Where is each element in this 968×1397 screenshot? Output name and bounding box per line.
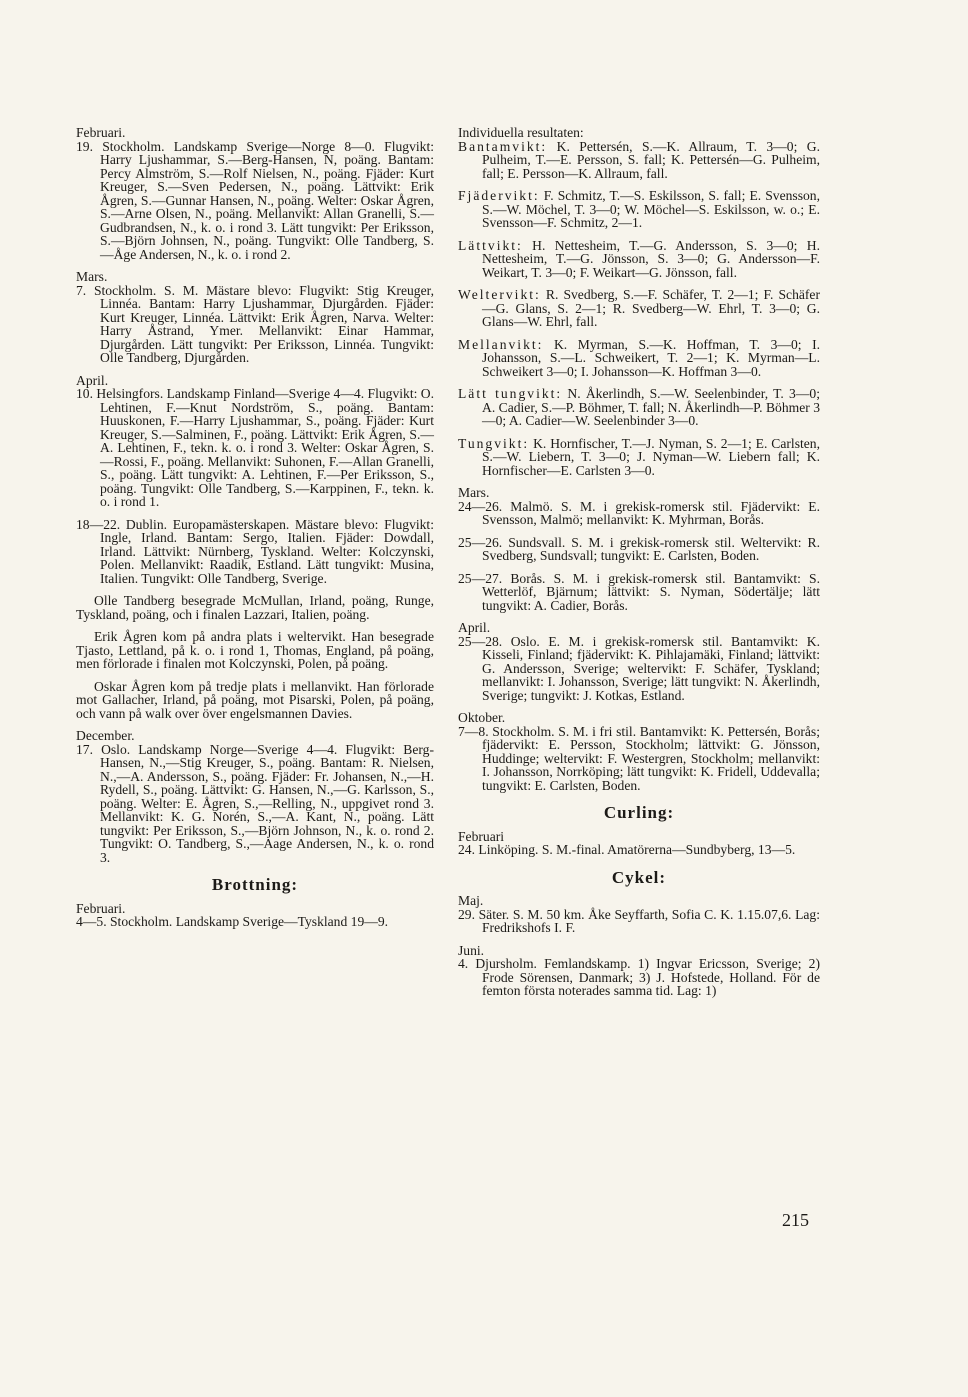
result-paragraph: Olle Tandberg besegrade McMullan, Irland, poäng, Runge, Tyskland, poäng, och i finalen Lazzari, Italien, poäng. [76, 593, 434, 622]
month-heading: December. [76, 728, 135, 743]
result-paragraph [458, 140, 820, 181]
section-title: Cykel: [611, 867, 667, 887]
result-paragraph: 19. Stockholm. Landskamp Sverige—Norge 8—0. Flugvikt: Harry Ljushammar, S.—Berg-Hansen, N, poäng. Bantam: Percy Almström, S.—Rolf Nielsen, N., poäng. Fjäder: Kurt Kreuger, S.—Sven Pedersen, N., poäng. Lättvikt: Erik Ågren, S.—Gunnar Hansen, N., poäng. Welter: Oskar Ågren, S.—Arne Olsen, N., poäng. Mellanvikt: Allan Granelli, S.—Gudbrandsen, N., k. o. i rond 3. Lätt tungvikt: Per Eriksson, S.—Björn Johnsen, N., poäng. Tungvikt: Olle Tandberg, S.—Åge Andersen, N., k. o. i rond 2. [76, 138, 434, 262]
month-heading: Juni. [458, 942, 485, 958]
result-paragraph: 10. Helsingfors. Landskamp Finland—Sverige 4—4. Flugvikt: O. Lehtinen, F.—Knut Nordström, S., poäng. Bantam: Huuskonen, F.—Harry Ljushammar, S., poäng. Fjäder: Kurt Kreuger, S.—Salminen, F., poäng. Lättvikt: Erik Ågren, S.—A. Lehtinen, F., tekn. k. o. i rond 3. Welter: Oskar Ågren, S.—Rossi, F., poäng. Mellanvikt: Suhonen, F.—Allan Granelli, S., poäng. Lätt tungvikt: A. Lehtinen, F.—Per Eriksson, S., poäng. Tungvikt: Olle Tandberg, S.—Karppinen, F., tekn. k. o. i rond 1. [76, 386, 434, 509]
month-heading: April. [458, 620, 491, 635]
weight-class-label: Fjädervikt: [458, 188, 540, 203]
result-paragraph: 18—22. Dublin. Europamästerskapen. Mästare blevo: Flugvikt: Ingle, Irland. Bantam: Sergo, Italien. Fjäder: Dowdall, Irland. Lättvikt: Nürnberg, Tyskland. Welter: Kolczynski, Polen. Mellanvikt: Raadik, Estland. Lätt tungvikt: Musina, Italien. Tungvikt: Olle Tandberg, Sverige. [76, 516, 434, 586]
page-number: 215 [782, 1210, 809, 1230]
result-paragraph: Erik Ågren kom på andra plats i weltervikt. Han besegrade Tjasto, Lettland, på k. o. i rond 1, Thomas, England, på poäng, men förlorade i finalen mot Kolczynski, Polen, på poäng. [76, 629, 434, 671]
left-column [76, 126, 434, 938]
result-text: K. Pettersén, S.—K. Allraum, T. 3—0; G. Pulheim, T.—E. Persson, S. fall; K. Pettersén—G. Pulheim, fall; E. Persson—K. Allraum, fall. [482, 138, 820, 181]
result-text: K. Myrman, S.—K. Hoffman, T. 3—0; I. Johansson, S.—L. Schweikert, T. 2—1; K. Myrman—L. Schweikert 3—0; I. Johansson—K. Hoffman 3—0. [482, 336, 820, 379]
month-heading: Februari [458, 828, 505, 844]
month-heading: Mars. [76, 269, 108, 284]
result-paragraph [458, 387, 820, 428]
result-paragraph: 4. Djursholm. Femlandskamp. 1) Ingvar Ericsson, Sverige; 2) Frode Sörensen, Danmark; 3) J. Hofstede, Holland. För de femton första noterades samma tid. Lag: 1) [458, 956, 820, 998]
result-paragraph: 29. Säter. S. M. 50 km. Åke Seyffarth, Sofia C. K. 1.15.07,6. Lag: Fredrikshofs I. F. [458, 906, 820, 935]
result-text: N. Åkerlindh, S.—W. Seelenbinder, T. 3—0; A. Cadier, S.—P. Böhmer, T. fall; N. Åkerlindh—P. Böhmer 3—0; A. Cadier—W. Seelenbinder 3—0. [482, 386, 820, 428]
month-heading: Mars. [458, 485, 490, 500]
result-paragraph [458, 239, 820, 280]
result-paragraph: 24. Linköping. S. M.-final. Amatörerna—Sundbyberg, 13—5. [458, 842, 796, 857]
result-paragraph: 7—8. Stockholm. S. M. i fri stil. Bantamvikt: K. Pettersén, Borås; fjädervikt: E. Persson, Stockholm; lättvikt: G. Jönsson, Huddinge; weltervikt: F. Westergren, Stockholm; mellanvikt: I. Johansson, Norrköping; lätt tungvikt: K. Fridell, Uddevalla; tungvikt: E. Carlsten, Boden. [458, 723, 820, 793]
result-paragraph: 25—26. Sundsvall. S. M. i grekisk-romersk stil. Weltervikt: R. Svedberg, Sundsvall; tungvikt: E. Carlsten, Boden. [458, 534, 820, 563]
result-paragraph: 25—28. Oslo. E. M. i grekisk-romersk stil. Bantamvikt: K. Kisseli, Finland; fjädervikt: K. Pihlajamäki, Finland; lättvikt: G. Andersson, Sverige; weltervikt: F. Schäfer, Tyskland; mellanvikt: I. Johansson, Sverige; lätt tungvikt: N. Åkerlindh, Sverige; tungvikt: J. Kotkas, Estland. [458, 633, 820, 703]
result-paragraph [458, 338, 820, 379]
month-heading: Oktober. [458, 710, 506, 725]
section-title: Brottning: [211, 875, 299, 894]
section-title: Curling: [603, 803, 675, 822]
result-paragraph: 7. Stockholm. S. M. Mästare blevo: Flugvikt: Stig Kreuger, Linnéa. Bantam: Harry Ljushammar, Djurgården. Fjäder: Kurt Kreuger, Linnéa. Lättvikt: Erik Ågren, Narva. Welter: Harry Åstrand, Ymer. Mellanvikt: Einar Hammar, Djurgården. Lätt tungvikt: Per Eriksson, Linnéa. Tungvikt: Olle Tandberg, Djurgården. [76, 282, 434, 365]
weight-class-label: Lättvikt: [458, 237, 523, 253]
result-paragraph: 17. Oslo. Landskamp Norge—Sverige 4—4. Flugvikt: Berg-Hansen, N.,—Stig Kreuger, S., poäng. Bantam: R. Nielsen, N.,—A. Andersson, S., poäng. Fjäder: Fr. Johansen, N.,—H. Rydell, S., poäng. Lättvikt: G. Hansen, N.,—G. Karlsson, S., poäng. Welter: E. Ågren, S.,—Relling, N., uppgivet rond 3. Mellanvikt: K. G. Norén, S.,—A. Kant, N., poäng. Lätt tungvikt: Per Eriksson, S.,—Björn Johnson, N., k. o. rond 2. Tungvikt: O. Tandberg, S.,—Aage Andersen, N., k. o. rond 3. [76, 741, 434, 865]
weight-class-label: Tungvikt: [458, 435, 530, 451]
result-paragraph: 24—26. Malmö. S. M. i grekisk-romersk stil. Fjädervikt: E. Svensson, Malmö; mellanvikt: K. Myhrman, Borås. [458, 498, 820, 527]
weight-class-label: Mellanvikt: [458, 336, 544, 352]
weight-class-label: Lätt tungvikt: [458, 386, 563, 401]
month-heading: Februari. [76, 125, 126, 140]
result-text: F. Schmitz, T.—S. Eskilsson, S. fall; E. Svensson, S.—W. Möchel, T. 3—0; W. Möchel—S. Eskilsson, w. o.; E. Svensson—F. Schmitz, 2—1. [482, 188, 820, 230]
result-paragraph [458, 288, 820, 329]
right-column [458, 126, 820, 1007]
result-paragraph: 25—27. Borås. S. M. i grekisk-romersk stil. Bantamvikt: S. Wetterlöf, Bjärnum; lättvikt: S. Nyman, Södertälje; lätt tungvikt: A. Cadier, Borås. [458, 570, 820, 613]
month-heading: April. [76, 372, 109, 388]
result-text: K. Hornfischer, T.—J. Nyman, S. 2—1; E. Carlsten, S.—W. Liebern, T. 3—0; J. Nyman—W. Liebern fall; K. Hornfischer—E. Carlsten 3—0. [482, 435, 820, 478]
result-paragraph [458, 437, 820, 478]
month-heading: Februari. [76, 900, 126, 916]
result-text: H. Nettesheim, T.—G. Andersson, S. 3—0; H. Nettesheim, T.—G. Jönsson, S. 3—0; G. Andersson—F. Weikart, T. 3—0; F. Weikart—G. Jönsson, fall. [482, 237, 820, 280]
result-paragraph [458, 189, 820, 230]
result-paragraph: Oskar Ågren kom på tredje plats i mellanvikt. Han förlorade mot Gallacher, Irland, på poäng, mot Pisarski, Polen, på poäng, och vann på walk over över engelsmannen Davies. [76, 678, 434, 721]
result-paragraph: 4—5. Stockholm. Landskamp Sverige—Tyskland 19—9. [76, 914, 389, 929]
result-text: R. Svedberg, S.—F. Schäfer, T. 2—1; F. Schäfer—G. Glans, S. 2—1; R. Svedberg—W. Ehrl, T. 3—0; G. Glans—W. Ehrl, fall. [482, 287, 820, 329]
month-heading: Maj. [458, 893, 484, 908]
month-heading: Individuella resultaten: [458, 125, 584, 140]
weight-class-label: Bantamvikt: [458, 138, 548, 154]
weight-class-label: Weltervikt: [458, 287, 541, 302]
